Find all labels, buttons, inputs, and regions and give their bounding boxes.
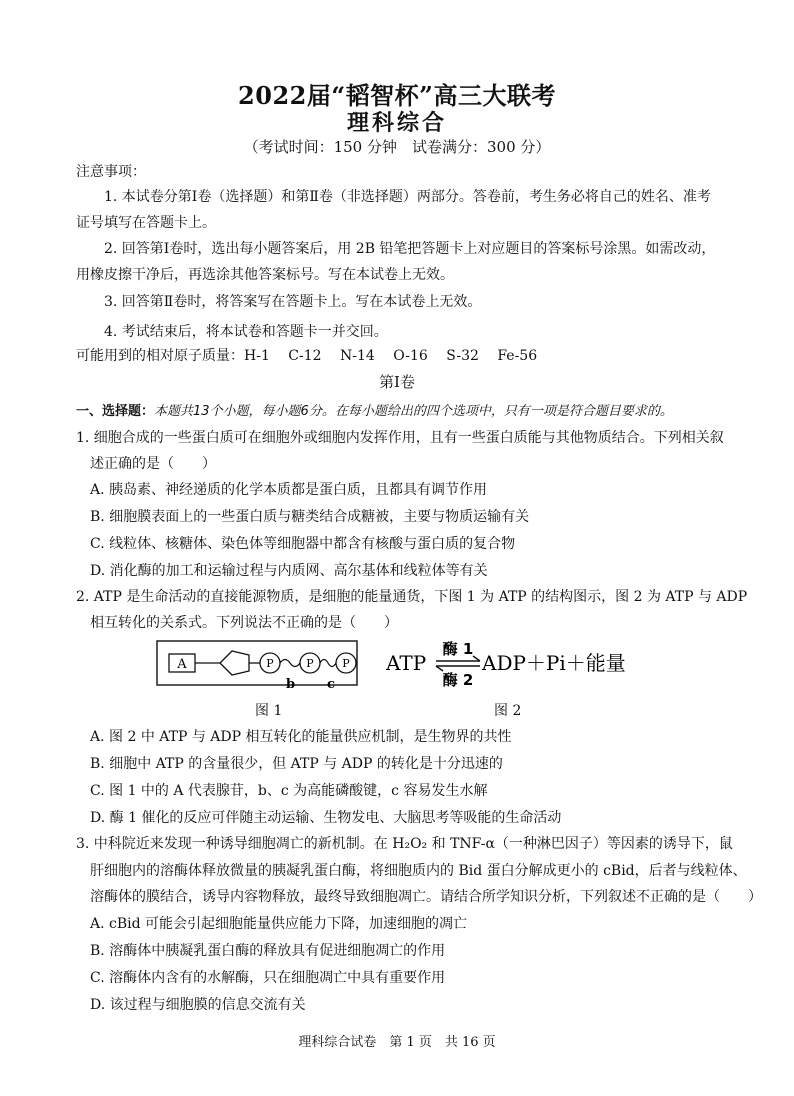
notes-heading: 注意事项： xyxy=(76,164,146,180)
atp-adp-conversion-figure xyxy=(386,638,646,690)
exam-subtitle: 理科综合 xyxy=(346,110,447,136)
note-item-2a: 2. 回答第Ⅰ卷时，选出每小题答案后，用 2B 铅笔把答题卡上对应题目的答案标号涂黑。如需改动， xyxy=(104,241,716,257)
q1-option-d: D. 消化酶的加工和运输过程与内质网、高尔基体和线粒体等有关 xyxy=(90,563,488,579)
q1-option-b: B. 细胞膜表面上的一些蛋白质与糖类结合成糖被，主要与物质运输有关 xyxy=(90,509,530,525)
q3-option-a: A. cBid 可能会引起细胞能量供应能力下降，加速细胞的凋亡 xyxy=(90,916,468,932)
part1-heading: 第Ⅰ卷 xyxy=(379,373,415,391)
adenine-label: A xyxy=(177,657,187,672)
q3-stem-b: 肝细胞内的溶酶体释放微量的胰凝乳蛋白酶，将细胞质内的 Bid 蛋白分解成更小的 cBid，后者与线粒体、 xyxy=(90,863,747,879)
q2-stem-b: 相互转化的关系式。下列说法不正确的是（ ） xyxy=(90,615,398,631)
exam-title: 2022届“韬智杯”高三大联考 xyxy=(238,81,556,110)
part1-instruction xyxy=(76,402,673,422)
bond-label-b: b xyxy=(286,677,296,690)
note-item-1b: 证号填写在答题卡上。 xyxy=(76,215,216,231)
forward-arrowhead xyxy=(473,656,480,661)
high-energy-bond-c xyxy=(320,660,336,667)
phosphate-label-3: P xyxy=(342,657,350,670)
q3-stem-a: 3. 中科院近来发现一种诱导细胞凋亡的新机制。在 H₂O₂ 和 TNF-α（一种淋巴因子）等因素的诱导下，鼠 xyxy=(76,836,733,852)
q1-stem-b: 述正确的是（ ） xyxy=(90,456,216,472)
note-item-4: 4. 考试结束后，将本试卷和答题卡一并交回。 xyxy=(104,324,388,340)
enzyme-1-label: 酶 1 xyxy=(442,640,474,658)
q3-option-c: C. 溶酶体内含有的水解酶，只在细胞凋亡中具有重要作用 xyxy=(90,970,446,986)
bond-label-c: c xyxy=(327,677,335,690)
instruction-label: 一、选择题： xyxy=(76,404,155,419)
ribose-pentagon xyxy=(220,651,249,675)
atp-structure-figure xyxy=(156,638,368,690)
exam-info: （考试时间：150 分钟 试卷满分：300 分） xyxy=(243,138,551,156)
q3-stem-c: 溶酶体的膜结合，诱导内容物释放，最终导致细胞凋亡。请结合所学知识分析，下列叙述不正确的是（ ） xyxy=(90,889,762,905)
phosphate-label-1: P xyxy=(266,657,274,670)
q3-option-d: D. 该过程与细胞膜的信息交流有关 xyxy=(90,997,306,1013)
atomic-masses: 可能用到的相对原子质量：H-1 C-12 N-14 O-16 S-32 Fe-56 xyxy=(76,348,538,364)
figure2-caption: 图 2 xyxy=(494,703,522,719)
page-footer: 理科综合试卷 第 1 页 共 16 页 xyxy=(298,1035,496,1050)
note-item-3: 3. 回答第Ⅱ卷时，将答案写在答题卡上。写在本试卷上无效。 xyxy=(104,294,482,310)
q2-stem-a: 2. ATP 是生命活动的直接能源物质，是细胞的能量通货，下图 1 为 ATP 的结构图示，图 2 为 ATP 与 ADP xyxy=(76,589,748,605)
q1-stem-a: 1. 细胞合成的一些蛋白质可在细胞外或细胞内发挥作用，且有一些蛋白质能与其他物质结合。下列相关叙 xyxy=(76,430,724,446)
q3-option-b: B. 溶酶体中胰凝乳蛋白酶的释放具有促进细胞凋亡的作用 xyxy=(90,943,446,959)
atp-label: ATP xyxy=(386,651,427,675)
high-energy-bond-b xyxy=(280,660,300,667)
q2-option-b: B. 细胞中 ATP 的含量很少，但 ATP 与 ADP 的转化是十分迅速的 xyxy=(90,756,503,772)
q2-option-c: C. 图 1 中的 A 代表腺苷，b、c 为高能磷酸键，c 容易发生水解 xyxy=(90,783,488,799)
note-item-2b: 用橡皮擦干净后，再选涂其他答案标号。写在本试卷上无效。 xyxy=(76,267,454,283)
q2-option-d: D. 酶 1 催化的反应可伴随主动运输、生物发电、大脑思考等吸能的生命活动 xyxy=(90,810,562,826)
instruction-text: 本题共13个小题，每小题6分。在每小题给出的四个选项中，只有一项是符合题目要求的。 xyxy=(154,404,673,419)
adp-products-label: ADP＋Pi＋能量 xyxy=(482,651,626,675)
note-item-1a: 1. 本试卷分第Ⅰ卷（选择题）和第Ⅱ卷（非选择题）两部分。答卷前，考生务必将自己的姓名、准考 xyxy=(104,189,711,205)
q1-option-c: C. 线粒体、核糖体、染色体等细胞器中都含有核酸与蛋白质的复合物 xyxy=(90,536,516,552)
q2-option-a: A. 图 2 中 ATP 与 ADP 相互转化的能量供应机制，是生物界的共性 xyxy=(90,729,512,745)
figure1-caption: 图 1 xyxy=(255,703,283,719)
q1-option-a: A. 胰岛素、神经递质的化学本质都是蛋白质，且都具有调节作用 xyxy=(90,482,488,498)
enzyme-2-label: 酶 2 xyxy=(442,671,474,689)
phosphate-label-2: P xyxy=(306,657,314,670)
